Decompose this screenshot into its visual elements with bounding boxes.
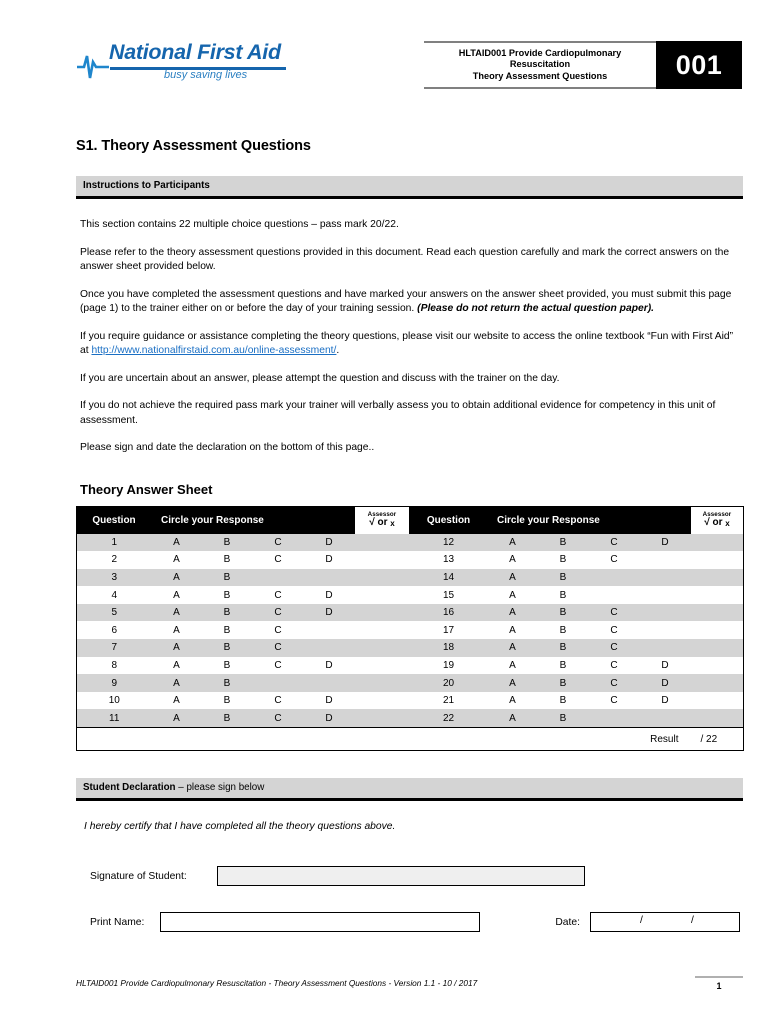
question-number-left-6: 7: [77, 639, 152, 657]
declaration-banner: [76, 778, 743, 801]
answer-option-right-5-1[interactable]: B: [538, 621, 589, 639]
answer-option-left-5-1[interactable]: B: [202, 621, 253, 639]
table-row: [77, 551, 744, 569]
header-assessor-left: [355, 506, 410, 534]
table-row: [77, 534, 744, 552]
answer-option-right-9-2[interactable]: C: [589, 692, 640, 710]
answer-option-right-6-2[interactable]: C: [589, 639, 640, 657]
assessor-cell-right-2[interactable]: [691, 569, 744, 587]
assessor-cross-left: x: [390, 519, 395, 528]
signature-row: [90, 866, 743, 886]
page-footer: [76, 974, 743, 1004]
answer-option-left-0-2[interactable]: C: [253, 534, 304, 552]
answer-option-right-3-1[interactable]: B: [538, 586, 589, 604]
answer-option-right-10-0[interactable]: A: [488, 709, 538, 727]
answer-option-left-3-3[interactable]: D: [304, 586, 355, 604]
result-value[interactable]: / 22: [691, 728, 744, 751]
student-declaration-section: [76, 778, 743, 932]
answer-option-right-7-0[interactable]: A: [488, 657, 538, 675]
answer-option-left-0-0[interactable]: A: [152, 534, 202, 552]
answer-option-right-1-2[interactable]: C: [589, 551, 640, 569]
document-title-box: [424, 41, 656, 89]
answer-option-left-0-1[interactable]: B: [202, 534, 253, 552]
answer-option-right-8-3[interactable]: D: [640, 674, 691, 692]
answer-option-right-9-0[interactable]: A: [488, 692, 538, 710]
date-label: Date:: [555, 916, 580, 928]
question-number-left-7: 8: [77, 657, 152, 675]
table-row: [77, 657, 744, 675]
assessor-cell-left-4[interactable]: [355, 604, 410, 622]
header-response-right: Circle your Response: [488, 506, 691, 534]
answer-option-right-4-2[interactable]: C: [589, 604, 640, 622]
logo-tagline: busy saving lives: [164, 69, 248, 81]
answer-option-left-6-0[interactable]: A: [152, 639, 202, 657]
result-row: [77, 728, 744, 751]
assessor-cell-right-3[interactable]: [691, 586, 744, 604]
declaration-banner-sub: – please sign below: [175, 782, 265, 794]
assessor-cell-right-8[interactable]: [691, 674, 744, 692]
answer-option-left-8-2[interactable]: [253, 674, 304, 692]
answer-option-right-0-3[interactable]: D: [640, 534, 691, 552]
instruction-p3-emphasis: (Please do not return the actual question paper).: [417, 303, 655, 314]
answer-option-left-5-3[interactable]: [304, 621, 355, 639]
instruction-p4-text: If you require guidance or assistance completing the theory questions, please visit our website to access the online textbook “Fun with First Aid” at: [80, 330, 734, 356]
question-number-right-3: 15: [410, 586, 488, 604]
answer-option-left-7-2[interactable]: C: [253, 657, 304, 675]
answer-option-right-8-2[interactable]: C: [589, 674, 640, 692]
answer-option-left-4-1[interactable]: B: [202, 604, 253, 622]
assessor-label-left: Assessor: [367, 510, 397, 518]
answer-option-left-4-3[interactable]: D: [304, 604, 355, 622]
question-number-right-2: 14: [410, 569, 488, 587]
instructions-body: [76, 218, 743, 456]
assessor-label-right: Assessor: [702, 510, 732, 518]
answer-option-right-6-3[interactable]: [640, 639, 691, 657]
question-number-left-5: 6: [77, 621, 152, 639]
answer-option-left-10-2[interactable]: C: [253, 709, 304, 727]
result-label: Result: [640, 728, 691, 751]
question-number-right-4: 16: [410, 604, 488, 622]
ecg-heartbeat-icon: [76, 48, 110, 82]
answer-option-right-1-1[interactable]: B: [538, 551, 589, 569]
answer-sheet-title: Theory Answer Sheet: [80, 481, 213, 497]
assessor-cell-right-9[interactable]: [691, 692, 744, 710]
assessor-cell-left-0[interactable]: [355, 534, 410, 552]
answer-option-left-1-3[interactable]: D: [304, 551, 355, 569]
answer-option-left-7-3[interactable]: D: [304, 657, 355, 675]
question-number-left-4: 5: [77, 604, 152, 622]
answer-option-right-5-0[interactable]: A: [488, 621, 538, 639]
answer-option-left-2-3[interactable]: [304, 569, 355, 587]
assessor-mark-right: [691, 518, 743, 529]
date-slash-2: /: [691, 915, 694, 927]
header-response-left: Circle your Response: [152, 506, 355, 534]
answer-option-right-2-0[interactable]: A: [488, 569, 538, 587]
assessor-mark-left: [355, 518, 409, 529]
table-row: [77, 569, 744, 587]
logo-wordmark: National First Aid: [109, 40, 281, 64]
answer-option-right-0-0[interactable]: A: [488, 534, 538, 552]
question-number-right-8: 20: [410, 674, 488, 692]
table-row: [77, 604, 744, 622]
answer-option-left-2-0[interactable]: A: [152, 569, 202, 587]
answer-option-right-6-0[interactable]: A: [488, 639, 538, 657]
answer-option-left-3-1[interactable]: B: [202, 586, 253, 604]
answer-option-right-10-3[interactable]: [640, 709, 691, 727]
answer-option-left-9-1[interactable]: B: [202, 692, 253, 710]
instructions-banner: Instructions to Participants: [76, 176, 743, 199]
answer-option-right-2-1[interactable]: B: [538, 569, 589, 587]
document-identifier: [424, 41, 742, 89]
document-number-badge: 001: [656, 41, 742, 89]
answer-option-left-7-1[interactable]: B: [202, 657, 253, 675]
answer-option-right-4-1[interactable]: B: [538, 604, 589, 622]
answer-option-left-5-2[interactable]: C: [253, 621, 304, 639]
assessor-cell-left-3[interactable]: [355, 586, 410, 604]
assessor-tick-left: √ or: [369, 517, 388, 528]
result-spacer: [77, 728, 640, 751]
instruction-paragraph-4: [80, 330, 743, 359]
company-logo: [76, 40, 286, 86]
instruction-paragraph-5: If you are uncertain about an answer, please attempt the question and discuss with the trainer on the day.: [80, 372, 560, 384]
assessor-cell-left-6[interactable]: [355, 639, 410, 657]
assessor-cell-right-10[interactable]: [691, 709, 744, 727]
assessor-cell-left-7[interactable]: [355, 657, 410, 675]
question-number-left-2: 3: [77, 569, 152, 587]
declaration-banner-bold: Student Declaration: [83, 782, 176, 794]
doc-title-line-1: HLTAID001 Provide Cardiopulmonary: [458, 47, 622, 58]
print-name-date-row: [90, 912, 743, 932]
answer-sheet-rows: [77, 534, 744, 751]
table-row: [77, 621, 744, 639]
instruction-paragraph-1: This section contains 22 multiple choice questions – pass mark 20/22.: [80, 219, 399, 230]
header-assessor-right: [691, 506, 744, 534]
table-row: [77, 586, 744, 604]
page-content: [76, 138, 743, 932]
instruction-paragraph-7: Please sign and date the declaration on the bottom of this page..: [80, 442, 375, 453]
instruction-p4-suffix: .: [336, 345, 340, 356]
answer-option-right-0-1[interactable]: B: [538, 534, 589, 552]
question-number-right-9: 21: [410, 692, 488, 710]
answer-option-left-8-1[interactable]: B: [202, 674, 253, 692]
signature-label: Signature of Student:: [90, 870, 187, 882]
instruction-paragraph-2: Please refer to the theory assessment questions provided in this document. Read each question carefully and mark the correct answers on the answer sheet provided below.: [80, 246, 730, 272]
answer-option-left-0-3[interactable]: D: [304, 534, 355, 552]
question-number-right-1: 13: [410, 551, 488, 569]
assessor-cell-left-9[interactable]: [355, 692, 410, 710]
assessor-cell-right-0[interactable]: [691, 534, 744, 552]
question-number-left-3: 4: [77, 586, 152, 604]
print-name-label: Print Name:: [90, 916, 145, 928]
answer-option-right-0-2[interactable]: C: [589, 534, 640, 552]
answer-option-left-1-0[interactable]: A: [152, 551, 202, 569]
answer-option-right-4-3[interactable]: [640, 604, 691, 622]
question-number-left-9: 10: [77, 692, 152, 710]
page-number: 1: [695, 976, 743, 991]
doc-title-line-3: Theory Assessment Questions: [472, 70, 608, 81]
assessor-tick-right: √ or: [704, 517, 723, 528]
assessor-cell-right-7[interactable]: [691, 657, 744, 675]
answer-option-right-7-3[interactable]: D: [640, 657, 691, 675]
instruction-paragraph-6: If you do not achieve the required pass mark your trainer will verbally assess you to obtain additional evidence for competency in this unit of assessment.: [80, 400, 716, 426]
answer-option-left-4-0[interactable]: A: [152, 604, 202, 622]
question-number-left-1: 2: [77, 551, 152, 569]
answer-option-right-1-3[interactable]: [640, 551, 691, 569]
header-question-right: Question: [410, 506, 488, 534]
instruction-p3-text: Once you have completed the assessment questions and have marked your answers on the answer sheet provided, you must submit this page (page 1) to the trainer either on or before the day of your training session.: [80, 288, 732, 314]
assessor-cross-right: x: [725, 519, 730, 528]
answer-option-right-10-1[interactable]: B: [538, 709, 589, 727]
answer-option-left-10-1[interactable]: B: [202, 709, 253, 727]
question-number-right-0: 12: [410, 534, 488, 552]
footer-document-reference: HLTAID001 Provide Cardiopulmonary Resuscitation - Theory Assessment Questions - Version 1.1 - 10 / 2017: [76, 978, 478, 988]
answer-option-right-7-1[interactable]: B: [538, 657, 589, 675]
answer-option-right-8-0[interactable]: A: [488, 674, 538, 692]
answer-option-left-9-2[interactable]: C: [253, 692, 304, 710]
answer-option-right-3-3[interactable]: [640, 586, 691, 604]
doc-title-line-2: Resuscitation: [509, 59, 571, 70]
question-number-left-8: 9: [77, 674, 152, 692]
assessor-cell-right-4[interactable]: [691, 604, 744, 622]
assessor-cell-right-6[interactable]: [691, 639, 744, 657]
assessor-cell-left-8[interactable]: [355, 674, 410, 692]
assessor-cell-right-5[interactable]: [691, 621, 744, 639]
answer-option-right-9-1[interactable]: B: [538, 692, 589, 710]
answer-option-left-1-2[interactable]: C: [253, 551, 304, 569]
answer-option-left-6-2[interactable]: C: [253, 639, 304, 657]
answer-option-left-7-0[interactable]: A: [152, 657, 202, 675]
answer-option-right-3-2[interactable]: [589, 586, 640, 604]
instruction-paragraph-3: [80, 288, 743, 317]
answer-option-right-5-3[interactable]: [640, 621, 691, 639]
assessor-cell-left-5[interactable]: [355, 621, 410, 639]
answer-option-left-3-0[interactable]: A: [152, 586, 202, 604]
online-assessment-link[interactable]: http://www.nationalfirstaid.com.au/online-assessment/: [91, 345, 337, 356]
date-input[interactable]: [590, 912, 740, 932]
answer-option-right-4-0[interactable]: A: [488, 604, 538, 622]
page-title: S1. Theory Assessment Questions: [76, 138, 311, 154]
answer-option-right-1-0[interactable]: A: [488, 551, 538, 569]
question-number-left-0: 1: [77, 534, 152, 552]
table-row: [77, 674, 744, 692]
assessor-cell-left-2[interactable]: [355, 569, 410, 587]
page-header: [0, 0, 768, 110]
answer-option-left-4-2[interactable]: C: [253, 604, 304, 622]
signature-input[interactable]: [217, 866, 585, 886]
table-header-row: [77, 506, 744, 534]
assessor-cell-left-1[interactable]: [355, 551, 410, 569]
answer-option-right-2-3[interactable]: [640, 569, 691, 587]
assessor-cell-right-1[interactable]: [691, 551, 744, 569]
answer-option-left-6-3[interactable]: [304, 639, 355, 657]
date-slash-1: /: [640, 915, 643, 927]
answer-option-left-1-1[interactable]: B: [202, 551, 253, 569]
answer-option-right-7-2[interactable]: C: [589, 657, 640, 675]
answer-option-left-5-0[interactable]: A: [152, 621, 202, 639]
answer-option-left-8-0[interactable]: A: [152, 674, 202, 692]
answer-option-left-9-3[interactable]: D: [304, 692, 355, 710]
table-row: [77, 639, 744, 657]
answer-option-right-2-2[interactable]: [589, 569, 640, 587]
assessor-cell-left-10[interactable]: [355, 709, 410, 727]
question-number-right-10: 22: [410, 709, 488, 727]
table-row: [77, 692, 744, 710]
theory-answer-sheet-table: [76, 506, 744, 752]
answer-option-right-3-0[interactable]: A: [488, 586, 538, 604]
answer-option-left-2-2[interactable]: [253, 569, 304, 587]
answer-option-right-9-3[interactable]: D: [640, 692, 691, 710]
question-number-left-10: 11: [77, 709, 152, 727]
answer-option-right-6-1[interactable]: B: [538, 639, 589, 657]
answer-option-right-10-2[interactable]: [589, 709, 640, 727]
answer-option-left-3-2[interactable]: C: [253, 586, 304, 604]
answer-option-left-9-0[interactable]: A: [152, 692, 202, 710]
certify-statement: I hereby certify that I have completed all the theory questions above.: [84, 821, 396, 833]
print-name-input[interactable]: [160, 912, 480, 932]
answer-option-left-8-3[interactable]: [304, 674, 355, 692]
question-number-right-7: 19: [410, 657, 488, 675]
question-number-right-5: 17: [410, 621, 488, 639]
answer-option-left-10-0[interactable]: A: [152, 709, 202, 727]
answer-option-left-10-3[interactable]: D: [304, 709, 355, 727]
answer-option-right-5-2[interactable]: C: [589, 621, 640, 639]
answer-option-right-8-1[interactable]: B: [538, 674, 589, 692]
header-question-left: Question: [77, 506, 152, 534]
answer-option-left-2-1[interactable]: B: [202, 569, 253, 587]
question-number-right-6: 18: [410, 639, 488, 657]
answer-option-left-6-1[interactable]: B: [202, 639, 253, 657]
table-row: [77, 709, 744, 727]
